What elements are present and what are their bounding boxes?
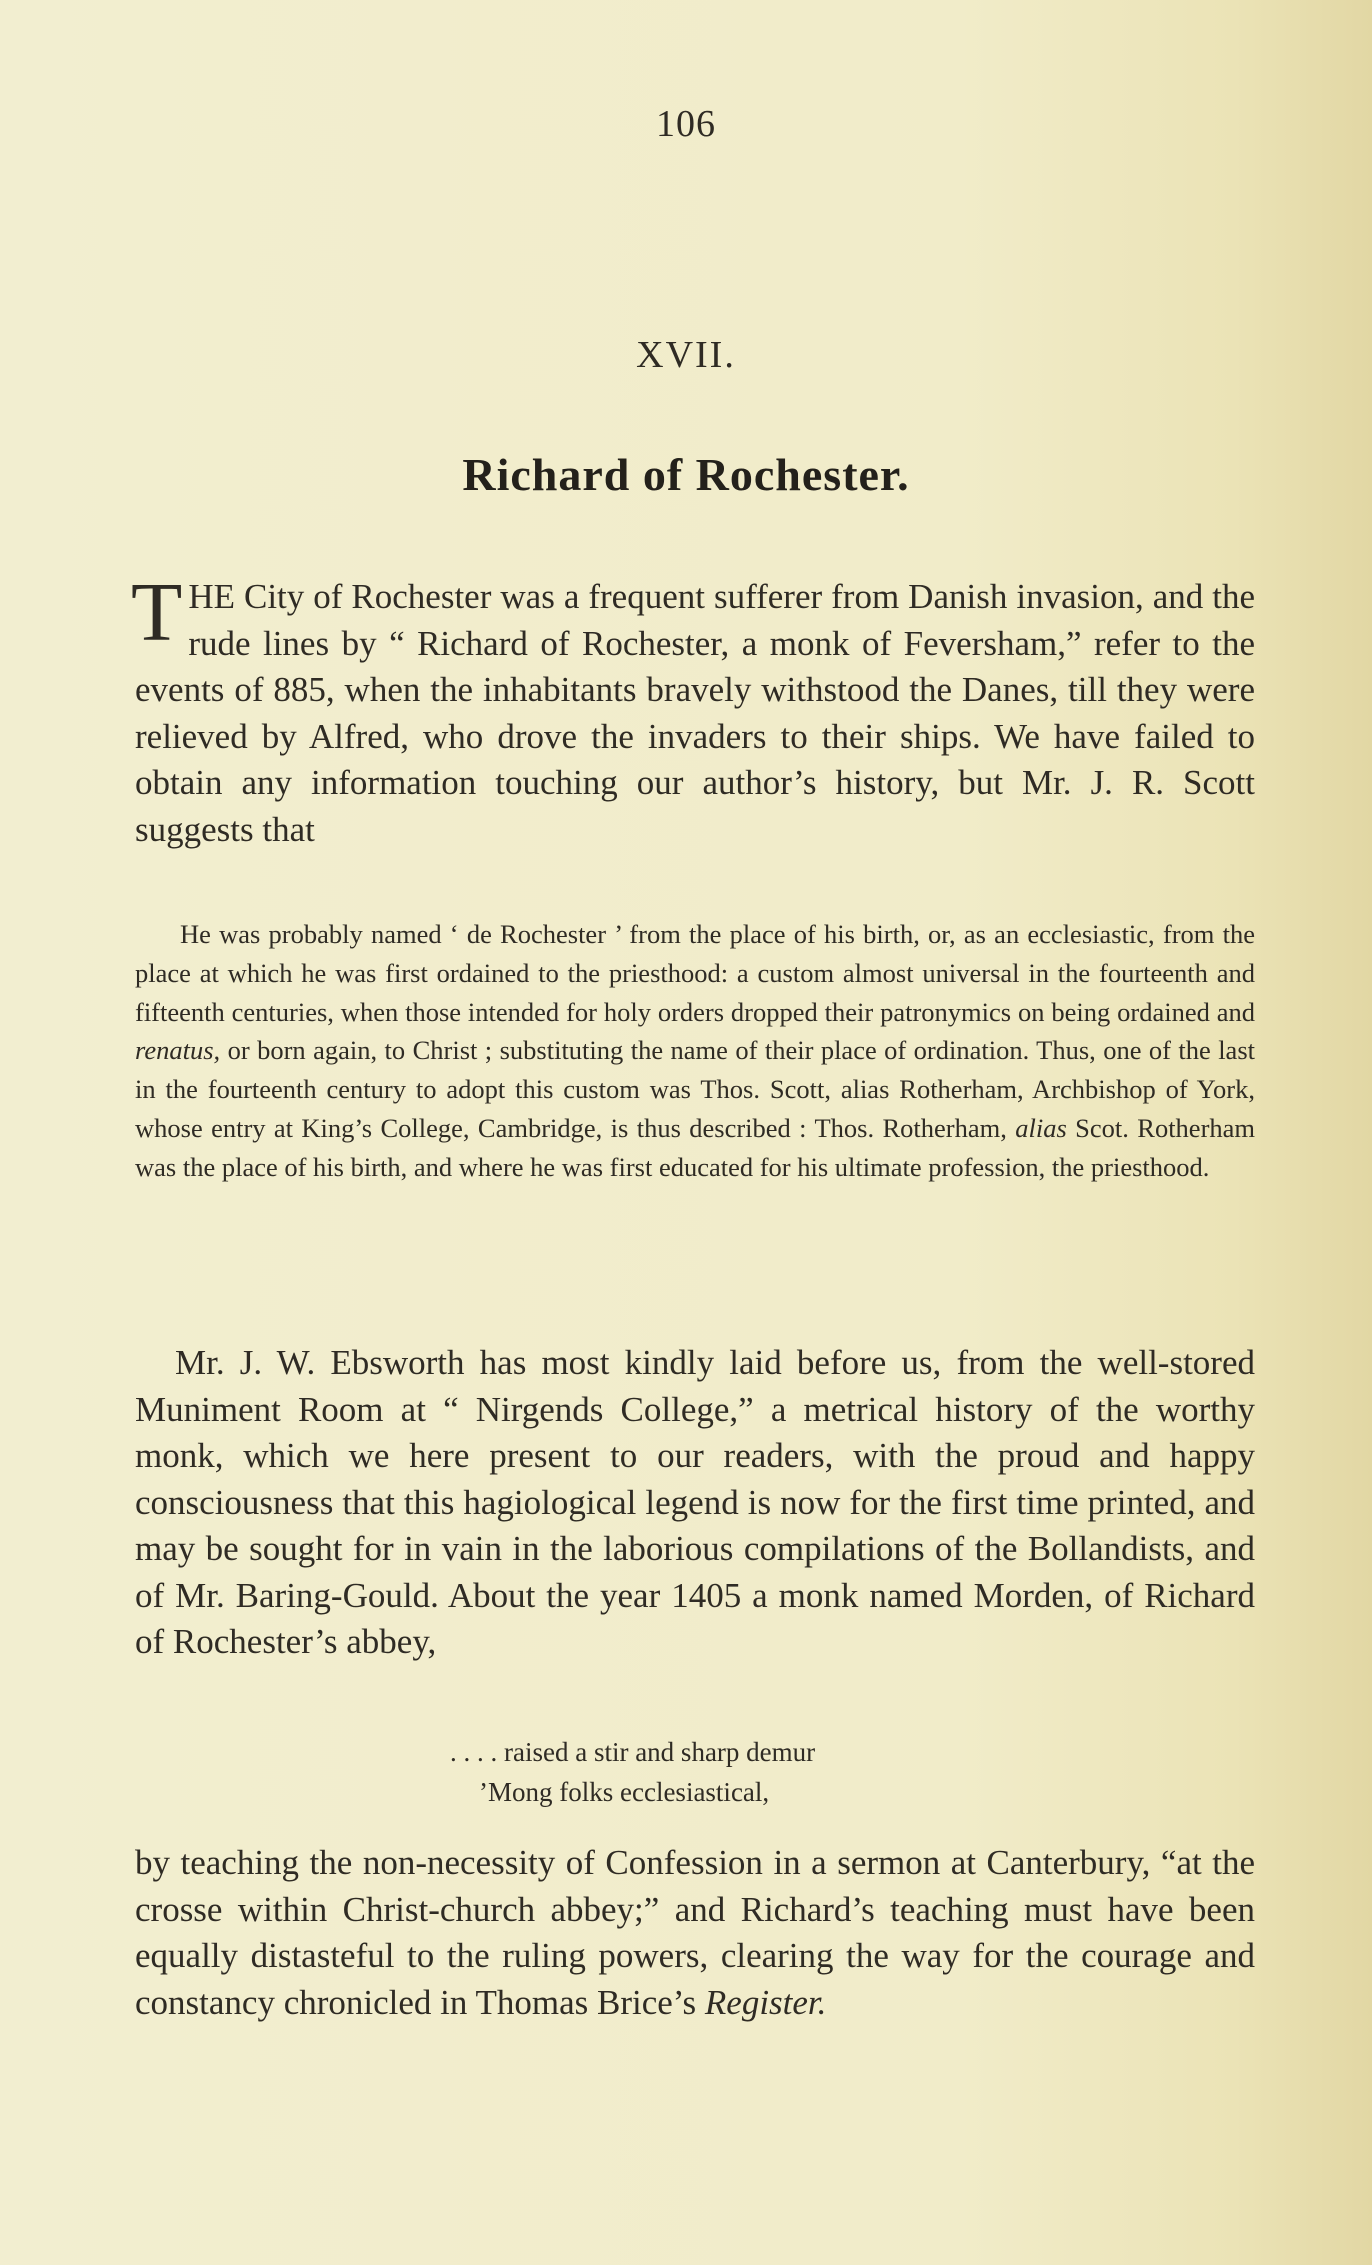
- register-title: Register.: [704, 1982, 827, 2022]
- block-quotation: [135, 915, 1255, 1187]
- quotation-part-2: or born again, to Christ ; substituting the name of their place of ordination. Thus, one of the last in the fourteenth century to adopt this custom was Thos. Scott, alias Rotherham, Archbishop of York, whose entry at King’s College, Cambridge, is thus described : Thos. Rotherham,: [135, 1035, 1255, 1143]
- verse-line-1: . . . . raised a stir and sharp demur: [450, 1737, 816, 1767]
- chapter-title: Richard of Rochester.: [462, 449, 910, 500]
- paragraph-final: [135, 1840, 1255, 2026]
- quotation-part-1: He was probably named ‘ de Rochester ’ from the place of his birth, or, as an ecclesiastic, from the place at which he was first ordained to the priesthood: a custom almost universal in the fourteenth and fifteenth centuries, when those intended for holy orders dropped their patronymics on being ordained and: [135, 919, 1255, 1027]
- paragraph-2-text: Mr. J. W. Ebsworth has most kindly laid before us, from the well-stored Muniment Room at “ Nirgends College,” a metrical history of the worthy monk, which we here present to our readers, with the proud and happy consciousness that this hagiological legend is now for the first time printed, and may be sought for in vain in the laborious compilations of the Bollandists, and of Mr. Baring-Gould. About the year 1405 a monk named Morden, of Richard of Rochester’s abbey,: [135, 1343, 1255, 1661]
- paragraph-3-text: by teaching the non-necessity of Confession in a sermon at Canterbury, “at the crosse within Christ-church abbey;” and Richard’s teaching must have been equally distasteful to the ruling powers, clearing the way for the courage and constancy chronicled in Thomas Brice’s: [135, 1843, 1255, 2022]
- paragraph-ebsworth: [135, 1340, 1255, 1666]
- page-number: 106: [656, 103, 716, 145]
- intro-paragraph: [131, 566, 1255, 853]
- quotation-part-3: Scot. Rotherham was the place of his birth, and where he was first educated for his ultimate profession, the priesthood.: [135, 1112, 1256, 1182]
- quotation-alias: alias: [1015, 1112, 1067, 1143]
- intro-text: HE City of Rochester was a frequent sufferer from Danish invasion, and the rude lines by “ Richard of Rochester, a monk of Feversham,” refer to the events of 885, when the inhabitants bravely withstood the Danes, till they were relieved by Alfred, who drove the invaders to their ships. We have failed to obtain any information touching our author’s history, but Mr. J. R. Scott suggests that: [135, 577, 1255, 849]
- drop-cap: T: [131, 566, 183, 659]
- quotation-renatus: renatus,: [135, 1035, 221, 1066]
- verse-line-2: ’Mong folks ecclesiastical,: [479, 1777, 770, 1807]
- chapter-number: XVII.: [636, 334, 736, 376]
